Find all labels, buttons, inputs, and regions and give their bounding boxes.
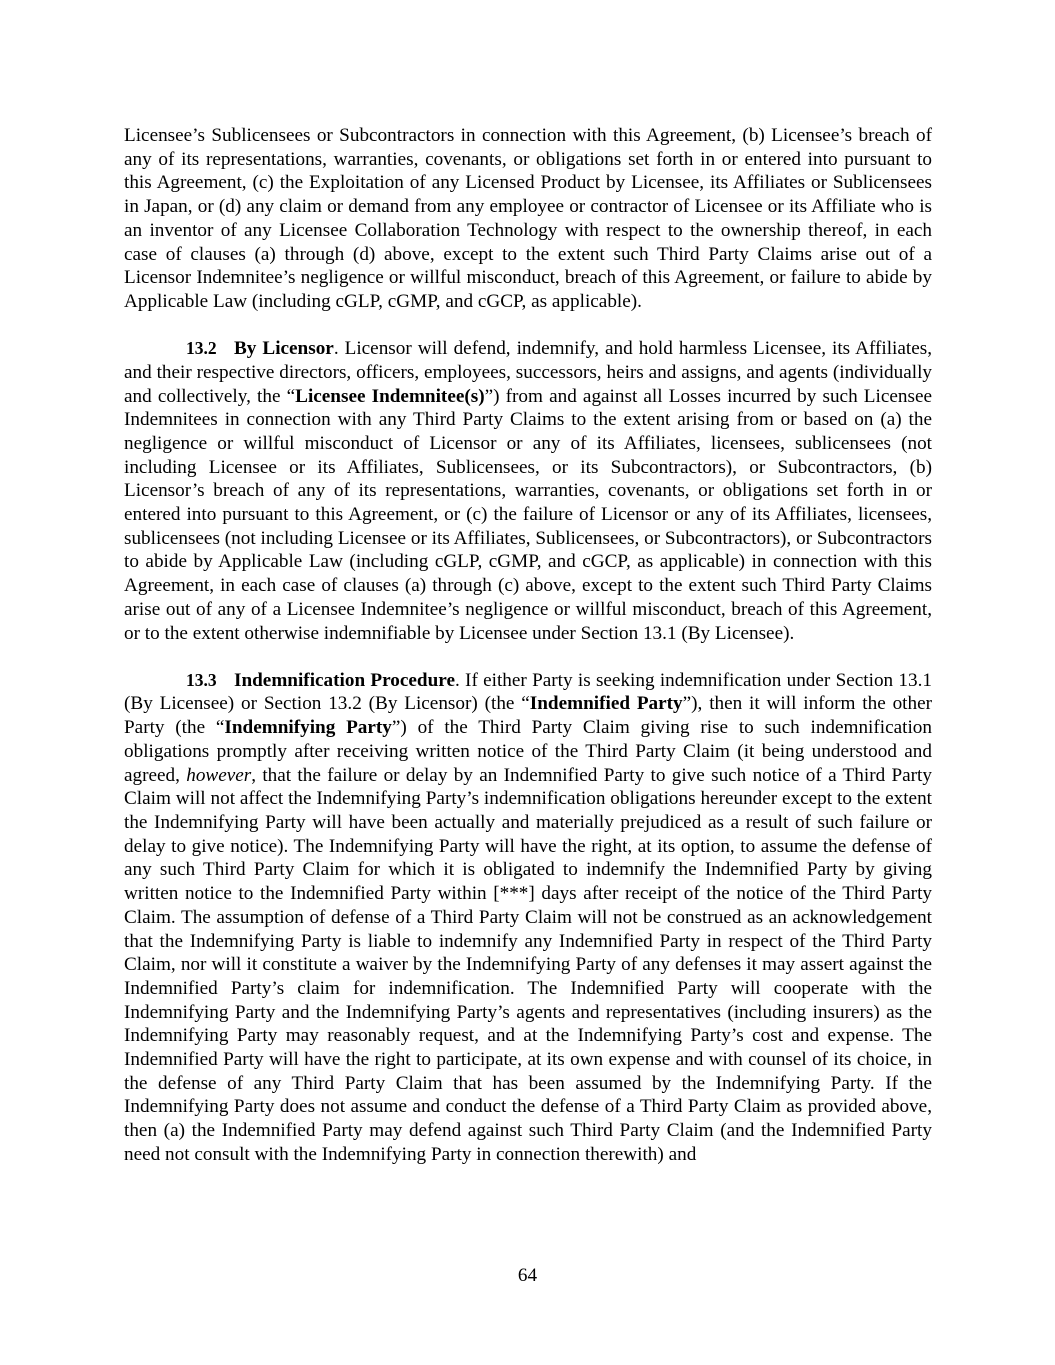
- emphasized-term: however: [186, 764, 252, 786]
- paragraph-text: . If either Party is seeking indemnification under Section 13.1 (By Licensee) or Section 13.2 (By Licensor) (the “: [124, 669, 932, 715]
- paragraph-text: , that the failure or delay by an Indemnified Party to give such notice of a Third Party Claim will not affect the Indemnifying Party’s indemnification obligations hereunder except to the extent the Indemnifying Party will have been actually and materially prejudiced as a result of such failure or delay to give notice). The Indemnifying Party will have the right, at its option, to assume the defense of any such Third Party Claim for which it is obligated to indemnify the Indemnified Party by giving written notice to the Indemnified Party within [***] days after receipt of the notice of the Third Party Claim. The assumption of defense of a Third Party Claim will not be construed as an acknowledgement that the Indemnifying Party is liable to indemnify any Indemnified Party in respect of the Third Party Claim, nor will it constitute a waiver by the Indemnifying Party of any defenses it may assert against the Indemnified Party’s claim for indemnification. The Indemnified Party will cooperate with the Indemnifying Party and the Indemnifying Party’s agents and representatives (including insurers) as the Indemnifying Party may reasonably request, and at the Indemnifying Party’s cost and expense. The Indemnified Party will have the right to participate, at its own expense and with counsel of its choice, in the defense of any Third Party Claim that has been assumed by the Indemnifying Party. If the Indemnifying Party does not assume and conduct the defense of a Third Party Claim as provided above, then (a) the Indemnified Party may defend against such Third Party Claim (and the Indemnified Party need not consult with the Indemnifying Party in connection therewith) and: [124, 764, 932, 1165]
- section-number: 13.3: [186, 669, 217, 690]
- defined-term: Licensee Indemnitee(s): [295, 385, 485, 407]
- paragraph-13-1-continuation: [124, 124, 932, 314]
- paragraph-text: ”), then it will inform the other Party (the “: [124, 693, 932, 739]
- paragraph-text: ”) from and against all Losses incurred by such Licensee Indemnitees in connection with any Third Party Claims to the extent arising from or based on (a) the negligence or willful misconduct of Licensor or any of its Affiliates, licensees, sublicensees (not including Licensee or its Affiliates, Sublicensees, or its Subcontractors), or Subcontractors, (b) Licensor’s breach of any of its representations, warranties, covenants, or obligations set forth in or entered into pursuant to this Agreement, or (c) the failure of Licensor or any of its Affiliates, licensees, sublicensees (not including Licensee or its Affiliates, Sublicensees, or Subcontractors), or Subcontractors to abide by Applicable Law (including cGLP, cGMP, and cGCP, as applicable) in connection with this Agreement, in each case of clauses (a) through (c) above, except to the extent such Third Party Claims arise out of any of a Licensee Indemnitee’s negligence or willful misconduct, breach of this Agreement, or to the extent otherwise indemnifiable by Licensee under Section 13.1 (By Licensee).: [124, 385, 932, 644]
- section-13-3-paragraph: [124, 669, 932, 1167]
- page-number: 64: [517, 1265, 538, 1286]
- section-title: Indemnification Procedure: [234, 669, 455, 691]
- defined-term: Indemnified Party: [529, 693, 683, 715]
- section-title: By Licensor: [234, 338, 334, 360]
- paragraph-text: Licensee’s Sublicensees or Subcontractors in connection with this Agreement, (b) Licensee’s breach of any of its representations, warranties, covenants, or obligations set forth in or entered into pursuant to this Agreement, (c) the Exploitation of any Licensed Product by Licensee, its Affiliates or Sublicensees in Japan, or (d) any claim or demand from any employee or contractor of Licensee or its Affiliate who is an inventor of any Licensee Collaboration Technology with respect to the ownership thereof, in each case of clauses (a) through (d) above, except to the extent such Third Party Claims arise out of a Licensor Indemnitee’s negligence or willful misconduct, breach of this Agreement, or failure to abide by Applicable Law (including cGLP, cGMP, and cGCP, as applicable).: [124, 125, 932, 312]
- document-body: [124, 124, 932, 1190]
- paragraph-text: . Licensor will defend, indemnify, and hold harmless Licensee, its Affiliates, and their respective directors, officers, employees, successors, heirs and assigns, and agents (individually and collectively, the “: [124, 338, 932, 407]
- paragraph-text: ”) of the Third Party Claim giving rise to such indemnification obligations promptly after receiving written notice of the Third Party Claim (it being understood and agreed,: [124, 717, 932, 786]
- section-13-2-paragraph: [124, 337, 932, 645]
- section-number: 13.2: [186, 338, 217, 359]
- defined-term: Indemnifying Party: [224, 717, 392, 739]
